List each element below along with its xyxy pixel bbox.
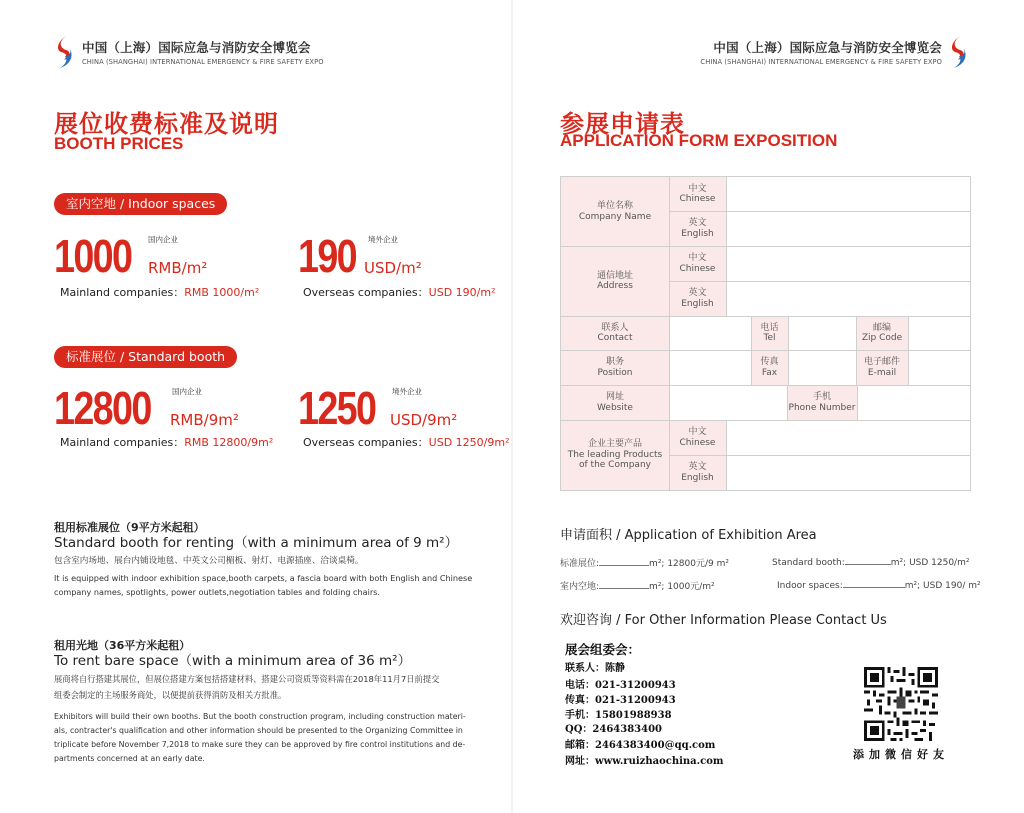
address-chinese-label [669,246,726,281]
label-en: Position [597,367,633,378]
contact-qq: QQ：2464383400 [565,724,663,735]
rent-bare-heading-en: To rent bare space（with a minimum area of 36 m²） [54,653,412,669]
price-number: 190 [298,230,357,282]
indoor-spaces-pill: 室内空地 / Indoor spaces [54,193,227,215]
label-en: Zip Code [861,333,903,343]
position-label [561,350,669,385]
area-standard-en [772,556,969,568]
area-suffix: m²; 1000元/m² [649,582,715,592]
wechat-qr-code-icon[interactable] [862,667,940,741]
label-en: The leading Products [567,449,663,460]
booth-prices-title-en: BOOTH PRICES [54,134,184,153]
label-cn: 通信地址 [596,270,633,281]
tel-field[interactable] [789,317,856,350]
rent-bare-desc-cn-2: 组委会制定的主场服务商处，以便提前获得消防及相关方批准。 [54,690,287,700]
price-tag: 境外企业 [392,387,422,396]
header-title-cn: 中国（上海）国际应急与消防安全博览会 [713,40,942,55]
line-label: Mainland companies： [60,286,185,299]
area-title: 申请面积 / Application of Exhibition Area [560,528,817,543]
tel-label [751,316,788,350]
indoor-domestic-line [60,284,259,300]
email-label [856,350,908,385]
label-en: Company Name [578,211,652,222]
consult-heading: 欢迎咨询 / For Other Information Please Contact Us [560,613,887,628]
rent-standard-desc-en-2: company names, spotlights, power outlets,negotiation tables and folding chairs. [54,587,380,597]
price-number: 12800 [54,382,151,434]
zip-field[interactable] [909,317,970,350]
products-english-label [669,455,726,490]
rent-bare-desc-cn-1: 展商将自行搭建其展位，但展位搭建方案包括搭建材料、搭建公司资质等资料需在2018年11月7日前提交 [54,674,440,684]
email-field[interactable] [909,351,970,385]
area-blank[interactable] [599,580,649,589]
label-cn: 英文 [688,218,707,228]
application-title-en: APPLICATION FORM EXPOSITION [560,131,838,150]
price-number: 1000 [54,230,132,282]
expo-logo-icon [948,34,970,70]
rent-standard-desc-en-1: It is equipped with indoor exhibition space,booth carpets, a fascia board with both English and Chinese [54,573,473,583]
company-chinese-label [669,177,726,211]
line-value: RMB 12800/9m² [184,436,274,449]
contact-person: 联系人：陈静 [565,663,625,674]
indoor-domestic-price [54,230,208,282]
line-value: USD 190/m² [428,286,496,299]
header-title-en: CHINA (SHANGHAI) INTERNATIONAL EMERGENCY & FIRE SAFETY EXPO [700,58,942,66]
label-en: Contact [597,333,633,343]
contact-fax: 传真：021-31200943 [565,695,676,706]
area-label: Indoor spaces: [777,581,843,591]
price-unit: USD/9m² [390,411,458,429]
contact-tel: 电话：021-31200943 [565,680,676,691]
rent-standard-heading-cn: 租用标准展位（9平方米起租） [54,521,205,534]
area-label: 标准展位: [560,559,600,569]
label-cn: 中文 [688,427,707,437]
rent-bare-desc-en-2: als, contracter's qualification and other information should be presented to the Organizing Committee in [54,726,463,735]
area-indoor-cn [560,579,715,592]
zip-label [856,316,908,350]
area-label: Standard booth: [772,558,845,568]
area-standard-cn [560,556,729,569]
price-unit: RMB/9m² [170,411,239,429]
label-cn: 中文 [688,183,707,194]
phone-label [787,385,857,420]
line-label: Overseas companies： [303,436,429,449]
label-cn: 传真 [760,357,779,367]
label-en: Address [597,281,633,291]
address-label [561,246,669,316]
center-fold [511,0,513,813]
indoor-overseas-price [298,230,422,282]
label-en: of the Company [579,460,651,471]
rent-bare-desc-en-4: partments concerned at an early date. [54,754,205,763]
company-english-field[interactable] [727,212,970,246]
rent-bare-desc-en-1: Exhibitors will build their own booths. But the booth construction program, including construction materi- [54,712,466,721]
website-field[interactable] [670,386,787,420]
label-en: Fax [761,367,778,378]
label-en: Chinese [679,437,716,448]
standard-domestic-line [60,434,273,450]
label-en: English [681,298,714,309]
fax-label [751,350,788,385]
price-tag: 境外企业 [368,235,398,244]
address-chinese-field[interactable] [727,247,970,281]
line-value: USD 1250/9m² [428,436,510,449]
area-label: 室内空地: [560,582,600,592]
standard-booth-pill: 标准展位 / Standard booth [54,346,237,368]
line-label: Overseas companies： [303,286,429,299]
fax-field[interactable] [789,351,856,385]
label-cn: 联系人 [601,322,629,333]
header-title-en: CHINA (SHANGHAI) INTERNATIONAL EMERGENCY & FIRE SAFETY EXPO [82,58,324,66]
products-label [561,420,669,490]
price-tag: 国内企业 [148,235,178,244]
area-suffix: m²; USD 1250/m² [890,558,970,568]
label-cn: 企业主要产品 [587,439,642,450]
area-blank[interactable] [845,556,891,565]
area-indoor-en [777,579,981,591]
rent-bare-heading-cn: 租用光地（36平方米起租） [54,639,191,652]
phone-field[interactable] [858,386,970,420]
contact-website[interactable]: 网址：www.ruizhaochina.com [565,756,724,767]
company-name-label [561,177,669,246]
address-english-field[interactable] [727,282,970,316]
rent-standard-heading-en: Standard booth for renting（with a minimum area of 9 m²） [54,535,459,551]
area-suffix: m²; 12800元/9 m² [649,559,729,569]
label-en: English [681,472,714,483]
indoor-overseas-line [303,284,496,300]
rent-bare-desc-en-3: triplicate before November 7,2018 to make sure they can be approved by fire control institutions and de- [54,740,466,749]
website-label [561,385,669,420]
position-field[interactable] [670,351,751,385]
line-value: RMB 1000/m² [184,286,260,299]
label-cn: 邮编 [872,322,891,333]
application-title-cn: 参展申请表 [560,110,685,138]
label-cn: 电子邮件 [863,357,900,367]
line-label: Mainland companies： [60,436,185,449]
standard-overseas-price [298,382,458,434]
company-english-label [669,211,726,246]
label-en: Phone Number [788,402,856,413]
products-chinese-label [669,420,726,455]
booth-prices-title-cn: 展位收费标准及说明 [54,110,279,138]
committee-heading: 展会组委会： [565,642,641,657]
standard-domestic-price [54,382,239,434]
label-cn: 英文 [688,288,707,298]
address-english-label [669,281,726,316]
contact-email[interactable]: 邮箱：2464383400@qq.com [565,740,716,751]
contact-field[interactable] [670,317,751,350]
price-tag: 国内企业 [172,387,202,396]
label-cn: 中文 [688,253,707,263]
price-unit: RMB/m² [148,259,208,277]
rent-standard-desc-cn: 包含室内场地、展台内铺设地毯、中英文公司楣板、射灯、电源插座、洽谈桌椅。 [54,556,364,566]
header-left [54,34,324,70]
company-chinese-field[interactable] [727,177,970,211]
area-suffix: m²; USD 190/ m² [904,581,981,591]
contact-label [561,316,669,350]
price-number: 1250 [298,382,376,434]
products-english-field[interactable] [727,456,970,490]
label-en: E-mail [867,367,897,378]
label-en: English [681,228,714,239]
header-title-cn: 中国（上海）国际应急与消防安全博览会 [82,40,311,55]
header-right [700,34,970,70]
application-form-table [560,176,971,491]
price-unit: USD/m² [364,259,422,277]
area-blank[interactable] [843,579,905,588]
qr-caption: 添加微信好友 [853,748,949,761]
label-cn: 单位名称 [596,201,633,211]
products-chinese-field[interactable] [727,421,970,455]
label-en: Tel [763,333,776,343]
area-blank[interactable] [599,557,649,566]
label-en: Chinese [679,194,716,204]
standard-overseas-line [303,434,510,450]
label-cn: 英文 [688,462,707,472]
label-en: Chinese [679,263,716,274]
label-cn: 电话 [760,322,779,333]
label-cn: 网址 [605,392,624,402]
expo-logo-icon [54,34,76,70]
contact-mobile: 手机：15801988938 [565,710,672,721]
label-en: Website [597,402,633,413]
label-cn: 手机 [812,392,831,402]
label-cn: 职务 [605,357,624,367]
